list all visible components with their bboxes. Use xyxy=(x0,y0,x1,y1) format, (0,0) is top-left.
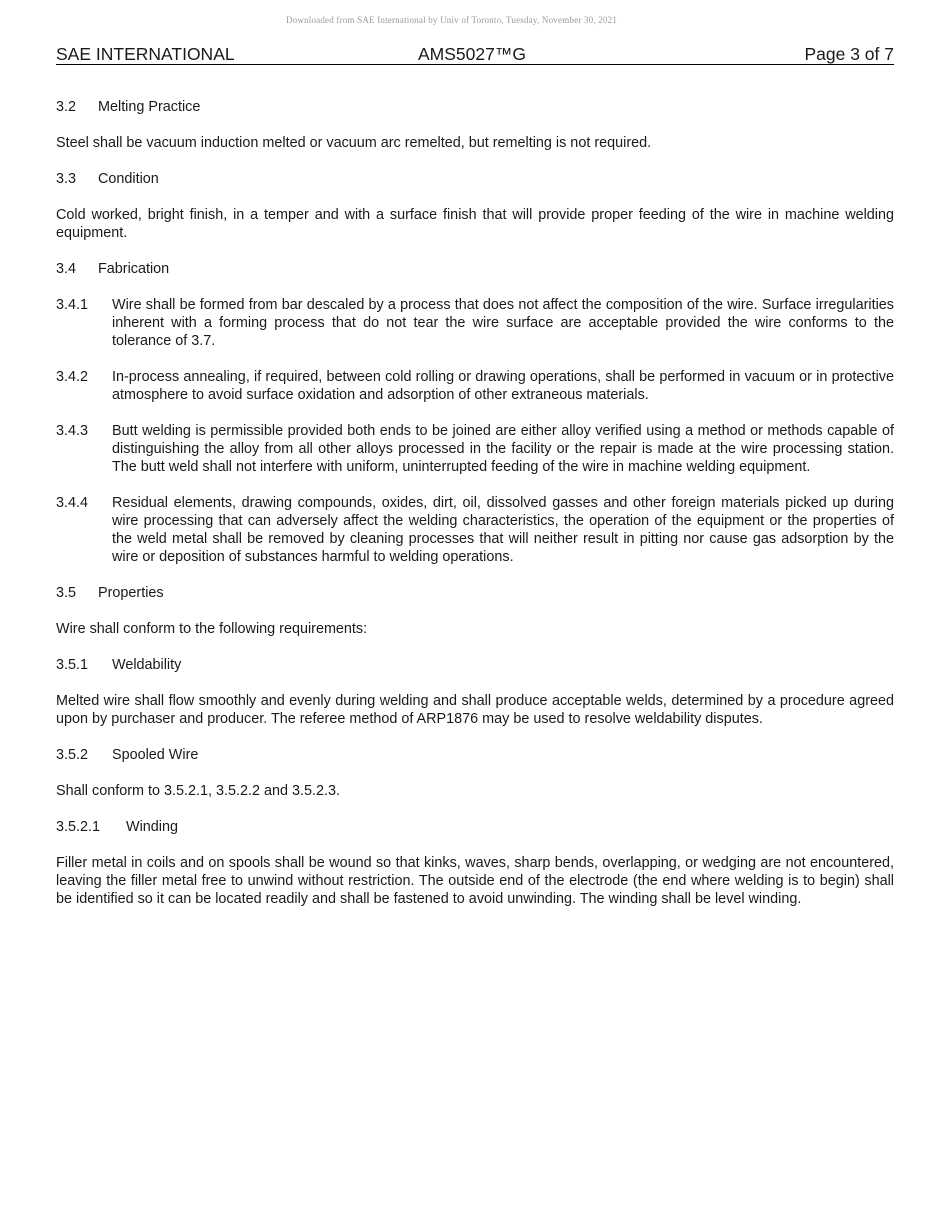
header-page-number: Page 3 of 7 xyxy=(804,44,894,64)
subsection-number: 3.4.1 xyxy=(56,297,89,313)
section-text-3-3: Cold worked, bright finish, in a temper and with a surface finish that will provide proper feeding of the wire in machine welding equipment. xyxy=(56,207,894,241)
subsection-3-4-1 xyxy=(56,296,894,350)
section-heading-3-5-2-1 xyxy=(56,818,894,836)
section-heading-3-2 xyxy=(56,98,894,116)
subsection-number: 3.4.2 xyxy=(56,369,89,385)
section-title: Condition xyxy=(98,171,159,187)
subsection-text: Butt welding is permissible provided both ends to be joined are either alloy verified using a method or methods capable of distinguishing the alloy from all other alloys processed in the facility or the repair is made at the wire processing station. The butt weld shall not interfere with uniform, uninterrupted feeding of the wire in machine welding equipment. xyxy=(112,423,894,475)
subsection-3-4-4 xyxy=(56,494,894,566)
section-number: 3.4 xyxy=(56,261,77,277)
header-organization: SAE INTERNATIONAL xyxy=(56,44,235,64)
subsection-3-4-3 xyxy=(56,422,894,476)
subsection-number: 3.4.3 xyxy=(56,423,89,439)
section-title: Weldability xyxy=(112,657,182,673)
section-heading-3-4 xyxy=(56,260,894,278)
section-title: Properties xyxy=(98,585,164,601)
section-title: Melting Practice xyxy=(98,99,201,115)
subsection-3-4-2 xyxy=(56,368,894,404)
subsection-text: In-process annealing, if required, between cold rolling or drawing operations, shall be performed in vacuum or in protective atmosphere to avoid surface oxidation and adsorption of other extraneous materials. xyxy=(112,369,894,403)
section-number: 3.5.2.1 xyxy=(56,819,101,835)
section-title: Fabrication xyxy=(98,261,170,277)
section-heading-3-5-2 xyxy=(56,746,894,764)
section-heading-3-5 xyxy=(56,584,894,602)
section-text-3-5-2: Shall conform to 3.5.2.1, 3.5.2.2 and 3.5.2.3. xyxy=(56,783,341,799)
header-document-id: AMS5027™G xyxy=(418,44,526,64)
document-body xyxy=(56,98,894,926)
section-number: 3.2 xyxy=(56,99,77,115)
section-number: 3.5.1 xyxy=(56,657,89,673)
section-heading-3-3 xyxy=(56,170,894,188)
subsection-text: Residual elements, drawing compounds, oxides, dirt, oil, dissolved gasses and other foreign materials picked up during wire processing that can adversely affect the welding characteristics, the operation of the equipment or the properties of the weld metal shall be removed by cleaning processes that will neither result in pitting nor cause gas adsorption by the wire or deposition of substances harmful to welding operations. xyxy=(112,495,894,565)
subsection-text: Wire shall be formed from bar descaled by a process that does not affect the composition of the wire. Surface irregularities inherent with a forming process that do not tear the wire surface are acceptable provided the wire conforms to the tolerance of 3.7. xyxy=(112,297,894,349)
section-text-3-5-1: Melted wire shall flow smoothly and evenly during welding and shall produce acceptable welds, determined by a procedure agreed upon by purchaser and producer. The referee method of ARP1876 may be used to resolve weldability disputes. xyxy=(56,693,894,727)
section-title: Spooled Wire xyxy=(112,747,199,763)
page-header xyxy=(56,44,894,65)
section-title: Winding xyxy=(126,819,178,835)
section-heading-3-5-1 xyxy=(56,656,894,674)
section-number: 3.3 xyxy=(56,171,77,187)
section-number: 3.5 xyxy=(56,585,77,601)
download-watermark: Downloaded from SAE International by Univ of Toronto, Tuesday, November 30, 2021 xyxy=(285,15,618,25)
section-text-3-5: Wire shall conform to the following requirements: xyxy=(56,621,368,637)
subsection-number: 3.4.4 xyxy=(56,495,89,511)
section-text-3-2: Steel shall be vacuum induction melted or vacuum arc remelted, but remelting is not required. xyxy=(56,135,652,151)
section-number: 3.5.2 xyxy=(56,747,89,763)
section-text-3-5-2-1: Filler metal in coils and on spools shall be wound so that kinks, waves, sharp bends, overlapping, or wedging are not encountered, leaving the filler metal free to unwind without restriction. The outside end of the electrode (the end where welding is to begin) shall be identified so it can be located readily and shall be fastened to avoid unwinding. The winding shall be level winding. xyxy=(56,855,894,907)
